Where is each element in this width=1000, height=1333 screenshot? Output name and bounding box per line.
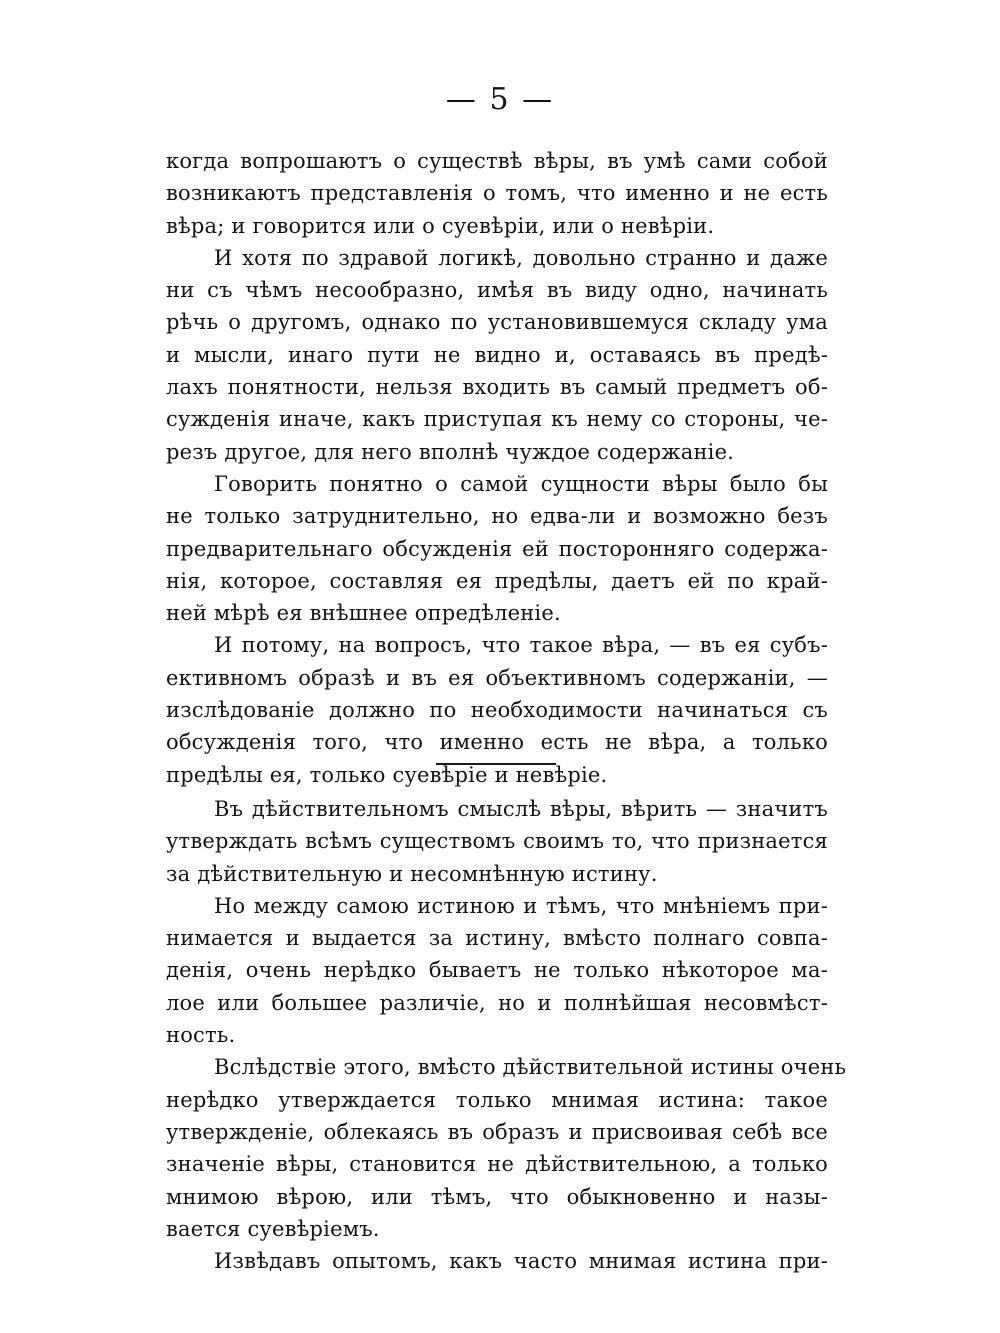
text-line: обсужденія того, что именно есть не вѣра, а только	[166, 730, 828, 755]
paragraph	[166, 1245, 828, 1277]
text-line: мнимою вѣрою, или тѣмъ, что обыкновенно и назы-	[166, 1184, 828, 1209]
text-line: Извѣдавъ опытомъ, какъ часто мнимая истина при-	[214, 1249, 828, 1274]
text-line: И хотя по здравой логикѣ, довольно странно и даже	[214, 245, 828, 270]
paragraph	[166, 468, 828, 629]
text-line: Но между самою истиною и тѣмъ, что мнѣніемъ при-	[214, 893, 828, 918]
text-line: вѣра; и говорится или о суевѣріи, или о невѣріи.	[166, 213, 715, 238]
text-line: ективномъ образѣ и въ ея объективномъ содержаніи, —	[166, 665, 828, 690]
text-line: лахъ понятности, нельзя входить въ самый предметъ об-	[166, 375, 828, 400]
text-line: нимается и выдается за истину, вмѣсто полнаго совпа-	[166, 926, 828, 951]
text-line: вается суевѣріемъ.	[166, 1216, 380, 1241]
paragraph	[166, 629, 828, 790]
text-line: ни съ чѣмъ несообразно, имѣя въ виду одно, начинать	[166, 278, 828, 303]
text-line: нерѣдко утверждается только мнимая истина: такое	[166, 1087, 828, 1112]
text-line: денія, очень нерѣдко бываетъ не только нѣкоторое ма-	[166, 958, 828, 983]
paragraph	[166, 890, 828, 1051]
text-line: Говорить понятно о самой сущности вѣры было бы	[214, 471, 828, 496]
text-line: лое или большее различіе, но и полнѣйшая несовмѣст-	[166, 990, 828, 1015]
text-line: когда вопрошаютъ о существѣ вѣры, въ умѣ сами собой	[166, 149, 828, 173]
text-line: предѣлы ея, только суевѣріе и невѣріе.	[166, 762, 608, 787]
text-line: ней мѣрѣ ея внѣшнее опредѣленіе.	[166, 601, 561, 626]
text-line: Вслѣдствіе этого, вмѣсто дѣйствительной истины очень	[214, 1055, 847, 1080]
text-line: сужденія иначе, какъ приступая къ нему со стороны, че-	[166, 407, 828, 432]
text-section-one	[166, 145, 828, 791]
page-number: — 5 —	[445, 82, 555, 117]
text-line: изслѣдованіе должно по необходимости начинаться съ	[166, 698, 828, 723]
text-line: рѣчь о другомъ, однако по установившемуся складу ума	[166, 310, 828, 335]
text-line: возникаютъ представленія о томъ, что именно и не есть	[166, 181, 828, 206]
text-line: ность.	[166, 1023, 236, 1048]
text-line: предварительнаго обсужденія ей посторонняго содержа-	[166, 536, 828, 561]
text-line: нія, которое, составляя ея предѣлы, даетъ ей по край-	[166, 568, 828, 593]
text-line: за дѣйствительную и несомнѣнную истину.	[166, 861, 658, 886]
text-line: утверждать всѣмъ существомъ своимъ то, что признается	[166, 829, 828, 854]
text-line: резъ другое, для него вполнѣ чуждое содержаніе.	[166, 439, 735, 464]
text-line: утвержденіе, облекаясь въ образъ и присвоивая себѣ все	[166, 1119, 828, 1144]
text-line: и мысли, инаго пути не видно и, оставаясь въ предѣ-	[166, 342, 828, 367]
text-line: Въ дѣйствительномъ смыслѣ вѣры, вѣрить — значитъ	[214, 797, 828, 821]
text-line: значеніе вѣры, становится не дѣйствительною, а только	[166, 1152, 828, 1177]
text-section-two	[166, 793, 847, 1277]
text-line: не только затруднительно, но едва-ли и возможно безъ	[166, 504, 828, 529]
text-line: И потому, на вопросъ, что такое вѣра, — въ ея субъ-	[214, 633, 828, 658]
paragraph	[166, 1051, 847, 1245]
paragraph	[166, 793, 828, 890]
paragraph	[166, 145, 828, 242]
paragraph	[166, 242, 828, 468]
section-divider	[436, 763, 556, 765]
